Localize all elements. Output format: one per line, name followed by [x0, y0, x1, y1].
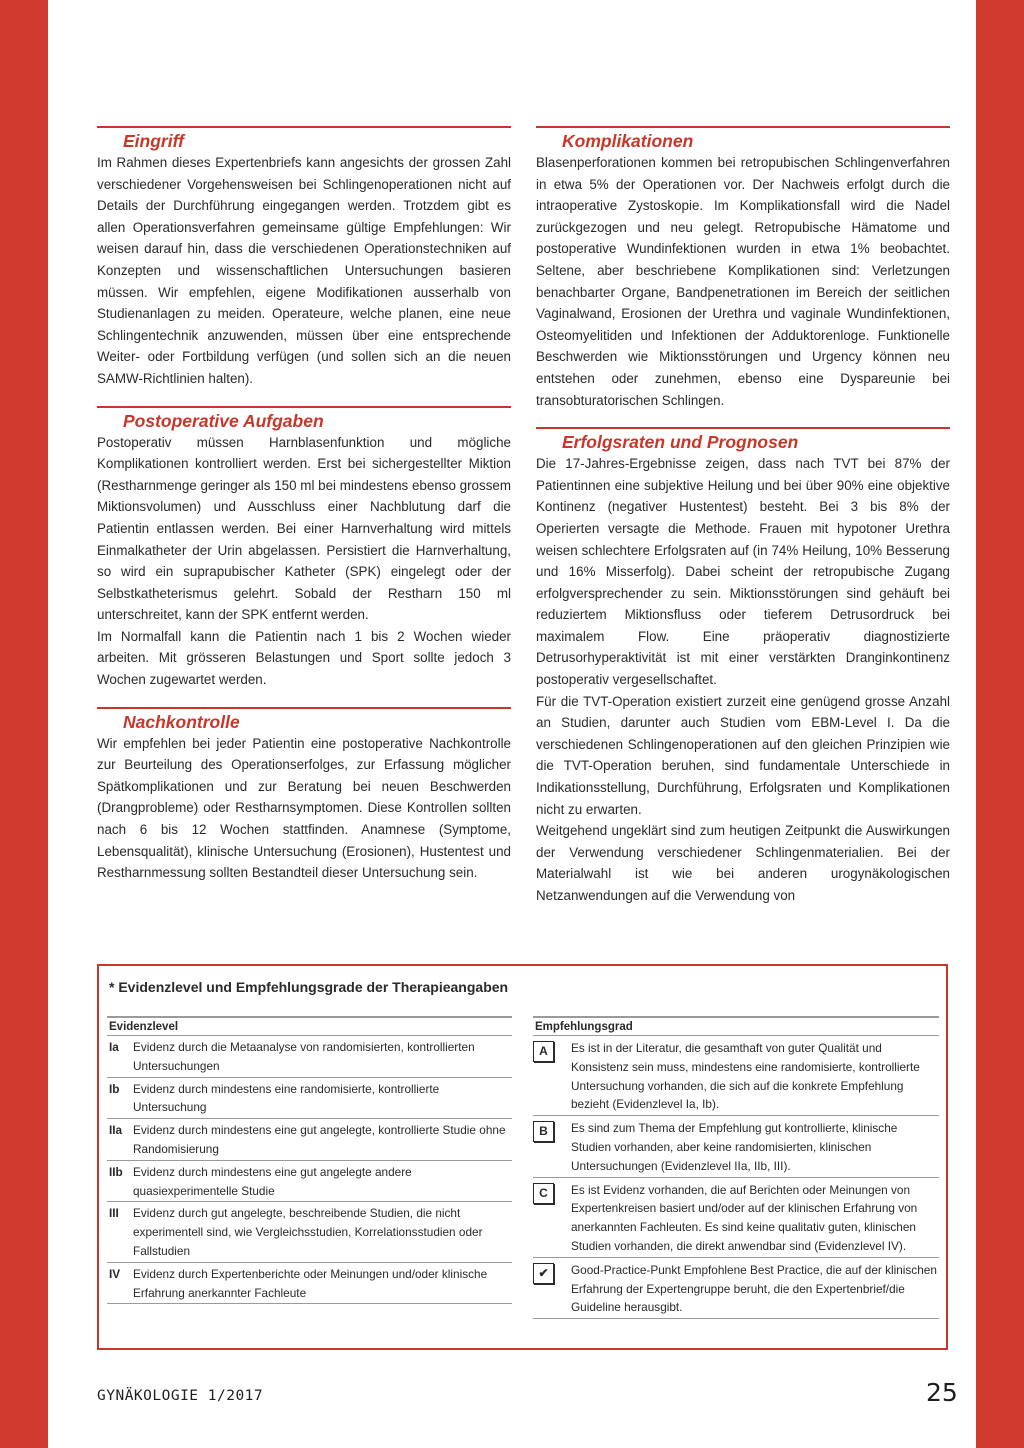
section-heading-rule	[97, 707, 511, 733]
level-code: IV	[109, 1266, 121, 1281]
grade-badge-holder	[533, 1181, 571, 1256]
paragraph: Im Normalfall kann die Patientin nach 1 bis 2 Wochen wieder arbeiten. Mit grösseren Belastungen und Sport sollte jedoch 3 Wochen zugewartet werden.	[97, 628, 511, 688]
left-red-margin-bar	[0, 0, 48, 1448]
section-title-erfolgsraten: Erfolgsraten und Prognosen	[562, 432, 799, 453]
evidence-level-row	[107, 1161, 512, 1203]
box-title: * Evidenzlevel und Empfehlungsgrade der Therapieangaben	[109, 979, 509, 995]
level-code: IIb	[109, 1164, 123, 1179]
section-title-komplikationen: Komplikationen	[562, 131, 694, 151]
paragraph: Wir empfehlen bei jeder Patientin eine postoperative Nachkontrolle zur Beurteilung des Operationserfolges, zur Erfassung möglicher Spätkomplikationen und zur Beratung bei neuen Beschwerden (Drangprobleme) oder Restharnsymptomen. Diese Kontrollen sollten nach 6 bis 12 Wochen stattfinden. Anamnese (Symptome, Lebensqualität), klinische Untersuchung (Erosionen), Hustentest und Restharnmessung sollten Bestandteil dieser Untersuchung sein.	[97, 735, 511, 881]
section-heading-rule	[536, 427, 950, 453]
grade-badge-holder	[533, 1039, 571, 1114]
grade-row	[533, 1258, 939, 1319]
right-red-margin-bar	[976, 0, 1024, 1448]
grade-badge-holder	[533, 1119, 571, 1175]
evidence-level-row	[107, 1202, 512, 1262]
grade-text: Good-Practice-Punkt Empfohlene Best Practice, die auf der klinischen Erfahrung der Expertengruppe beruht, die den Expertenbrief/die Guideline herausgibt.	[571, 1262, 937, 1315]
level-code: Ib	[109, 1081, 120, 1096]
checkmark-icon: ✔	[533, 1263, 554, 1284]
paragraph: Im Rahmen dieses Expertenbriefs kann angesichts der grossen Zahl verschiedener Vorgehensweisen bei Schlingenoperationen nicht auf Details der Durchführung eingegangen werden. Trotzdem gibt es allen Operationsverfahren gemeinsame gültige Empfehlungen: Wir weisen darauf hin, dass die verschiedenen Operationstechniken auf Konzepten und wissenschaftlichen Untersuchungen basieren müssen. Wir empfehlen, eigene Modifikationen ausserhalb von Studienanlagen zu meiden. Operateure, welche planen, eine neue Schlingentechnik anzuwenden, müssen über eine entsprechende Weiter- oder Fortbildung verfügen (und sollen sich an die neuen SAMW-Richtlinien halten).	[97, 155, 511, 386]
section-title-eingriff: Eingriff	[123, 131, 184, 151]
level-text: Evidenz durch mindestens eine gut angelegte andere quasiexperimentelle Studie	[133, 1164, 412, 1198]
recommendation-grade-header: Empfehlungsgrad	[533, 1016, 939, 1036]
level-text: Evidenz durch Expertenberichte oder Meinungen und/oder klinische Erfahrung anerkannter Fachleute	[133, 1266, 488, 1300]
section-komplikationen	[536, 126, 950, 411]
page-number: 25	[926, 1378, 958, 1407]
grade-row	[533, 1116, 939, 1177]
evidence-level-header: Evidenzlevel	[107, 1016, 512, 1036]
level-text: Evidenz durch mindestens eine gut angelegte, kontrollierte Studie ohne Randomisierung	[133, 1123, 506, 1156]
section-nachkontrolle	[97, 707, 511, 884]
grade-text: Es ist Evidenz vorhanden, die auf Berichten oder Meinungen von Expertenkreisen basiert und/oder auf der klinischen Erfahrung von anerkannten Fachleuten. Es sind keine qualitativ guten, klinischen Studien vorhanden, die direkt anwendbar sind (Evidenzlevel IV).	[571, 1182, 918, 1253]
section-erfolgsraten	[536, 427, 950, 906]
grade-text: Es ist in der Literatur, die gesamthaft von guter Qualität und Konsistenz sein muss, mindestens eine randomisierte, kontrollierte Untersuchung vorhanden, die sich auf die konkrete Empfehlung bezieht (Evidenzlevel Ia, Ib).	[571, 1041, 920, 1112]
evidence-level-row	[107, 1078, 512, 1120]
paragraph: Die 17-Jahres-Ergebnisse zeigen, dass nach TVT bei 87% der Patientinnen eine subjektive Heilung und bei über 90% eine objektive Kontinenz (negativer Hustentest) besteht. Bei 3 bis 8% der Operierten versagte die Methode. Frauen mit hypotoner Urethra weisen schlechtere Erfolgsraten auf (in 74% Heilung, 10% Besserung und 16% Misserfolg). Dabei scheint der retropubische Zugang erfolgversprechender zu sein. Miktionsstörungen sind gehäuft bei reduziertem Miktionsfluss oder tieferem Detrusordruck bei maximalem Flow. Eine präoperativ diagnostizierte Detrusorhyperaktivität ist mit einer verstärkten Dranginkontinenz postoperativ vergesellschaftet.	[536, 456, 950, 688]
recommendation-grade-list	[533, 1016, 939, 1319]
paragraph: Postoperativ müssen Harnblasenfunktion und mögliche Komplikationen kontrolliert werden. Erst bei sichergestellter Miktion (Restharnmenge geringer als 150 ml bei mindestens ebenso grossem Miktionsvolumen) und Ausschluss einer Nachblutung darf die Patientin entlassen werden. Bei einer Harnverhaltung wird mittels Einmalkatheter der Urin abgelassen. Persistiert die Harnverhaltung, so wird ein suprapubischer Katheter (SPK) eingelegt oder der Selbstkatheterismus gelehrt. Sobald der Restharn 150 ml unterschreitet, kann der SPK entfernt werden.	[97, 434, 511, 623]
section-heading-rule	[536, 126, 950, 152]
level-code: Ia	[109, 1040, 119, 1054]
grade-badge-holder	[533, 1261, 571, 1317]
section-heading-rule	[97, 406, 511, 432]
paragraph: Für die TVT-Operation existiert zurzeit eine genügend grosse Anzahl an Studien, darunter auch Studien vom EBM-Level I. Da die verschiedenen Schlingenoperationen auf den gleichen Prinzipien wie die TVT-Operation beruhen, sind fundamentale Unterschiede in Indikationsstellung, Durchführung, Erfolgsraten und Komplikationen nicht zu erwarten.	[536, 693, 950, 817]
section-title-postoperative-aufgaben: Postoperative Aufgaben	[123, 410, 324, 431]
level-text: Evidenz durch mindestens eine randomisierte, kontrollierte Untersuchung	[133, 1081, 440, 1115]
grade-row	[533, 1178, 939, 1258]
level-text: Evidenz durch gut angelegte, beschreibende Studien, die nicht experimentell sind, wie Vergleichsstudien, Korrelationsstudien oder Fallstudien	[133, 1206, 483, 1258]
grade-row	[533, 1036, 939, 1116]
journal-footer: GYNÄKOLOGIE 1/2017	[97, 1388, 264, 1404]
level-code: IIa	[109, 1123, 123, 1138]
section-heading-rule	[97, 126, 511, 152]
level-text: Evidenz durch die Metaanalyse von randomisierten, kontrollierten Untersuchungen	[133, 1040, 475, 1073]
grade-badge-b: B	[533, 1121, 554, 1142]
evidence-level-row	[107, 1119, 512, 1161]
section-title-nachkontrolle: Nachkontrolle	[123, 711, 240, 732]
evidence-level-box	[97, 964, 948, 1350]
evidence-level-row	[107, 1036, 512, 1078]
grade-text: Es sind zum Thema der Empfehlung gut kontrollierte, klinische Studien vorhanden, aber keine randomisierten, klinischen Untersuchungen (Evidenzlevel IIa, IIb, III).	[571, 1121, 898, 1173]
level-code: III	[109, 1206, 119, 1221]
left-text-column	[97, 126, 511, 900]
section-postoperative-aufgaben	[97, 406, 511, 691]
right-text-column	[536, 126, 950, 923]
grade-badge-a: A	[533, 1041, 554, 1062]
evidence-level-list	[107, 1016, 512, 1304]
section-eingriff	[97, 126, 511, 390]
paragraph: Blasenperforationen kommen bei retropubischen Schlingenverfahren in etwa 5% der Operationen vor. Der Nachweis erfolgt durch die intraoperative Zystoskopie. Im Komplikationsfall wird die Nadel zurückgezogen und neu gelegt. Retropubische Hämatome und postoperative Wundinfektionen wurden in etwa 1% beobachtet. Seltene, aber beschriebene Komplikationen sind: Verletzungen benachbarter Organe, Bandpenetrationen im Bereich der seitlichen Vaginalwand, Erosionen der Urethra und vaginale Wundinfektionen, Osteomyelitiden und Infektionen der Adduktorenloge. Funktionelle Beschwerden wie Miktionsstörungen und Urgency können neu entstehen oder zunehmen, ebenso eine Dyspareunie bei transobturatorischen Schlingen.	[536, 155, 950, 408]
evidence-level-row	[107, 1263, 512, 1305]
paragraph: Weitgehend ungeklärt sind zum heutigen Zeitpunkt die Auswirkungen der Verwendung verschiedener Schlingenmaterialien. Bei der Materialwahl ist wie bei anderen urogynäkologischen Netzanwendungen auf die Verwendung von	[536, 823, 950, 903]
grade-badge-c: C	[533, 1183, 554, 1204]
